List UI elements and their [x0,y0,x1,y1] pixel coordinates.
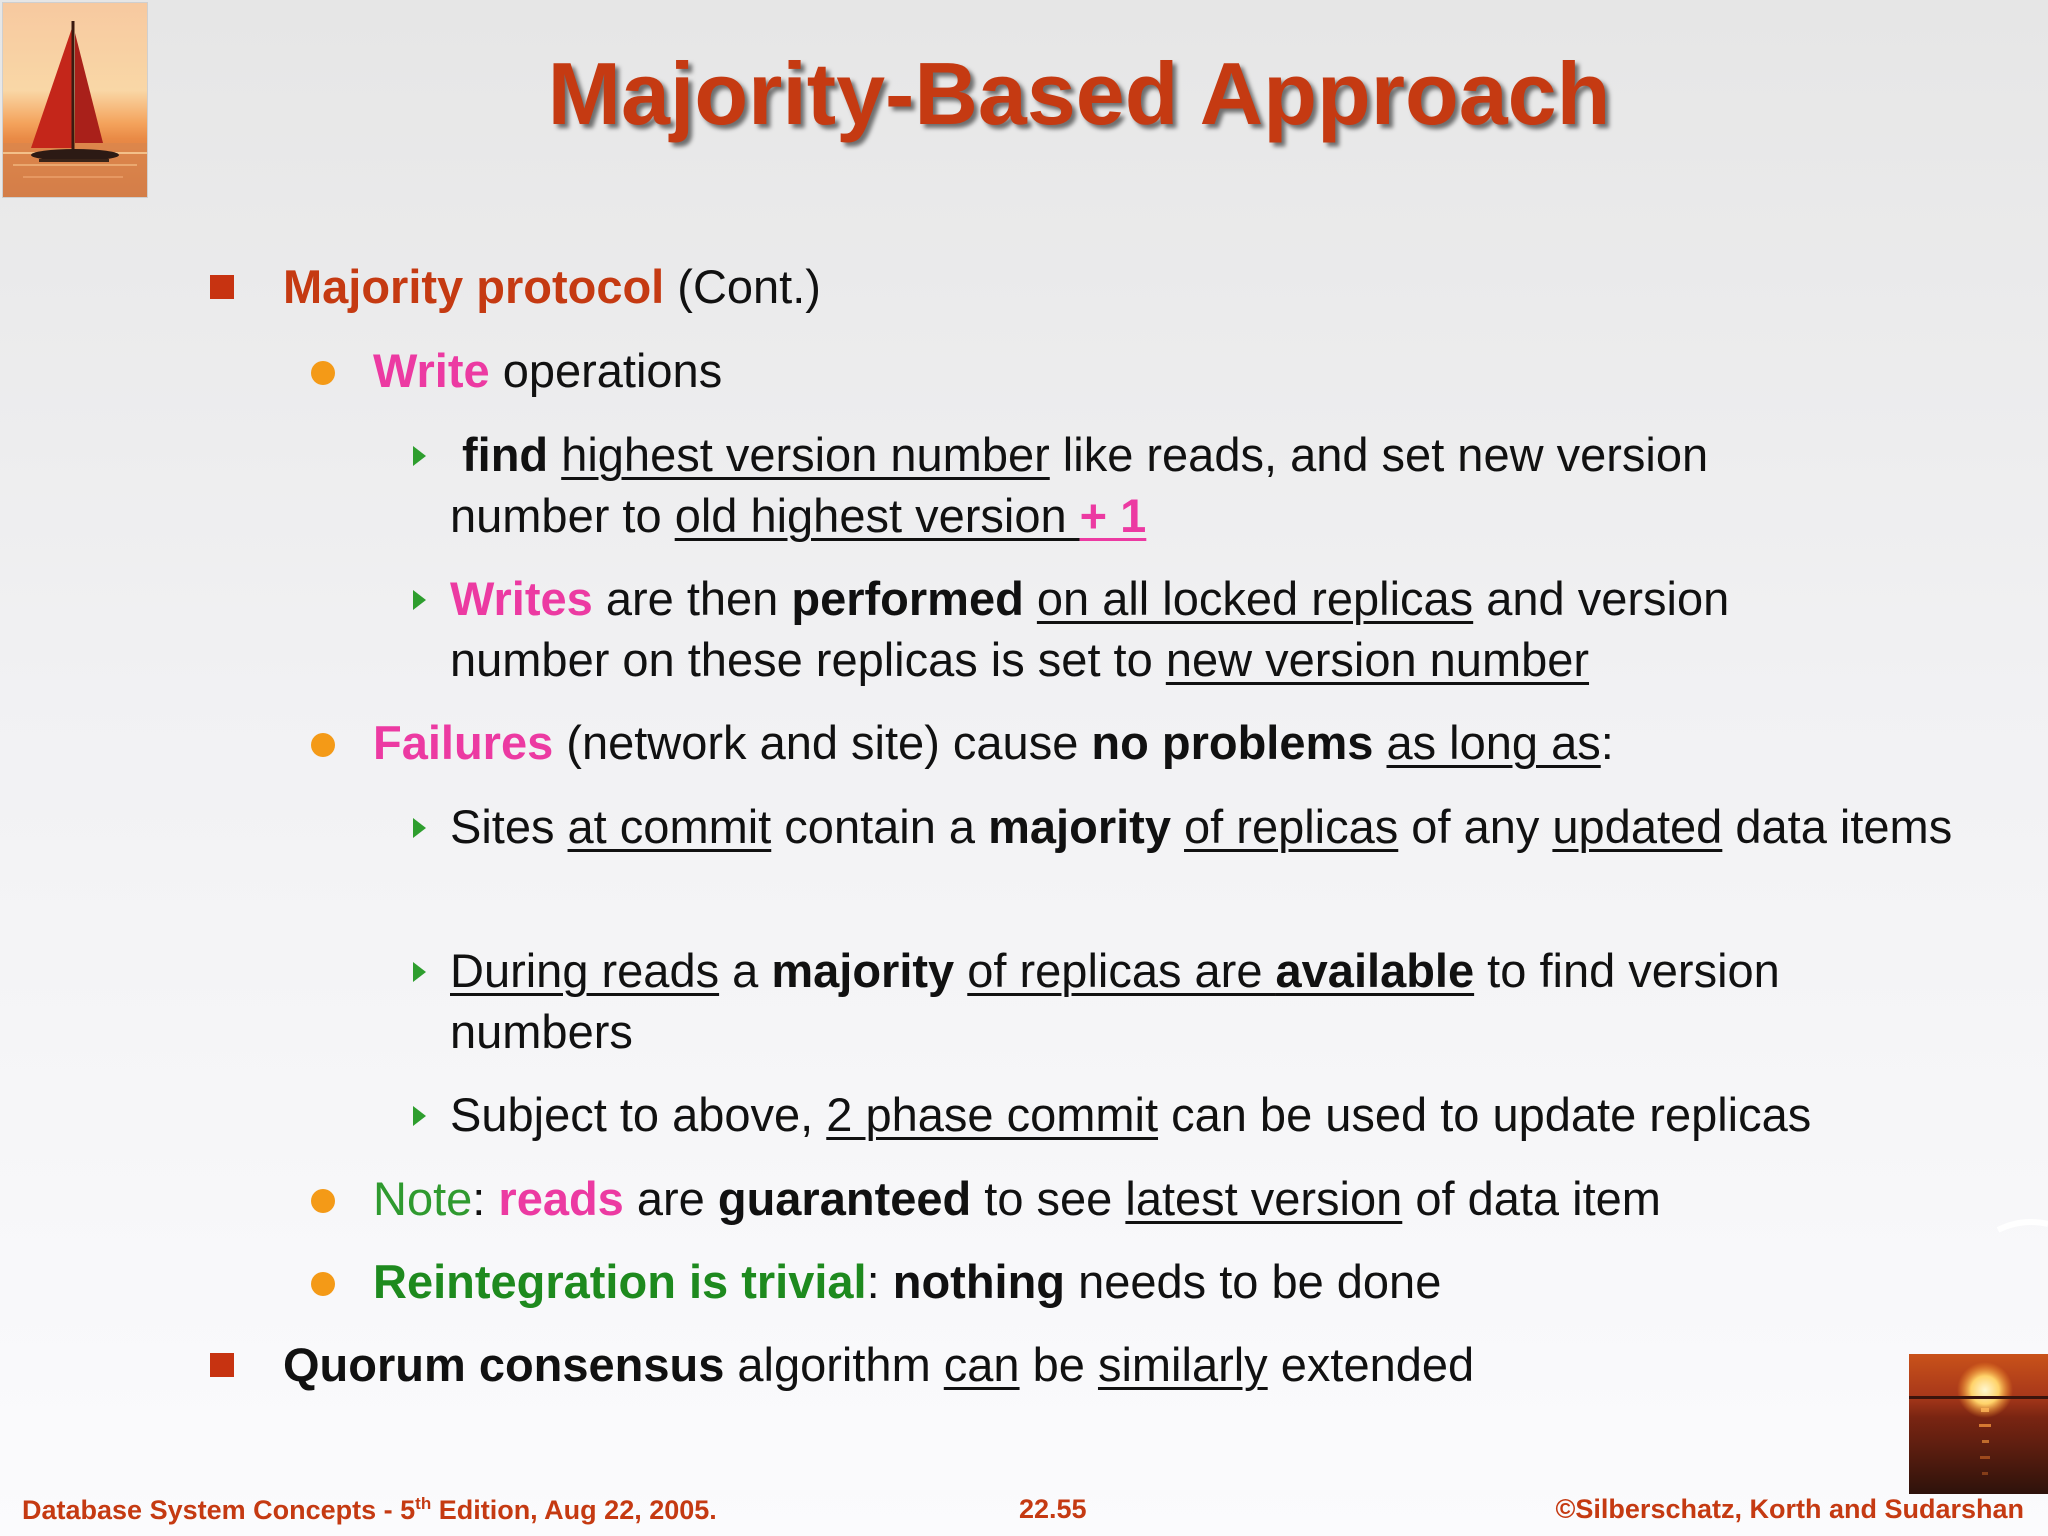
as-long-as-text: as long as [1386,716,1601,769]
plus-one-text: + 1 [1079,489,1147,542]
text-fragment: be [1019,1338,1098,1391]
bullet-failures [373,712,1614,773]
dot-bullet-icon [311,1272,335,1296]
performed-keyword: performed [791,572,1024,625]
highest-version-number-text: highest version number [561,428,1050,481]
available-keyword: available [1275,944,1475,997]
bullet-reintegration [373,1251,1441,1312]
text-fragment: Sites [450,800,568,853]
square-bullet-icon [210,275,234,299]
bullet-writes-performed [450,568,1870,690]
operations-text: operations [489,344,723,397]
majority-protocol-label: Majority protocol [283,260,665,313]
bullet-subject-to-above [450,1084,1811,1145]
of-replicas-are-text: of replicas are [967,944,1276,997]
footer-left [22,1494,717,1526]
on-all-locked-replicas-text: on all locked replicas [1036,572,1474,625]
new-version-number-text: new version number [1165,633,1590,686]
bullet-sites-at-commit [450,796,1980,857]
square-bullet-icon [210,1353,234,1377]
reads-keyword: reads [498,1172,624,1225]
majority-keyword: majority [771,944,955,997]
bullet-during-reads [450,940,1910,1062]
text-fragment [1171,800,1184,853]
text-fragment: extended [1267,1338,1475,1391]
triangle-bullet-icon [413,590,426,610]
text-fragment: Subject to above, [450,1088,827,1141]
triangle-bullet-icon [413,818,426,838]
text-fragment: data items [1722,800,1953,853]
text-fragment: contain a [771,800,989,853]
text-fragment: like reads, and set new version number to [450,428,1709,542]
text-fragment: are then [592,572,792,625]
reintegration-keyword: Reintegration is trivial [373,1255,867,1308]
similarly-text: similarly [1097,1338,1268,1391]
text-fragment: : [472,1172,499,1225]
bullet-note [373,1168,1661,1229]
dot-bullet-icon [311,1189,335,1213]
text-fragment: to find version numbers [450,944,1780,1058]
text-fragment: to see [971,1172,1126,1225]
writes-keyword: Writes [450,572,593,625]
dot-bullet-icon [311,361,335,385]
bullet-write-operations [373,340,722,401]
write-keyword: Write [373,344,490,397]
guaranteed-keyword: guaranteed [717,1172,972,1225]
text-fragment [548,428,561,481]
during-reads-text: During reads [450,944,720,997]
footer-superscript: th [415,1494,432,1513]
triangle-bullet-icon [413,1106,426,1126]
no-problems-keyword: no problems [1091,716,1374,769]
at-commit-text: at commit [567,800,772,853]
triangle-bullet-icon [413,446,426,466]
footer-copyright: ©Silberschatz, Korth and Sudarshan [1555,1494,2024,1524]
text-fragment: of data item [1402,1172,1661,1225]
text-fragment: : [866,1255,893,1308]
decorative-arc [1996,1216,2048,1256]
text-fragment: can be used to update replicas [1158,1088,1812,1141]
old-highest-version-text: old highest version [674,489,1080,542]
updated-text: updated [1552,800,1723,853]
text-fragment: a [719,944,772,997]
dot-bullet-icon [311,733,335,757]
note-label: Note [373,1172,473,1225]
page-title: Majority-Based Approach [547,44,1611,143]
of-replicas-text: of replicas [1184,800,1399,853]
cont-label: (Cont.) [664,260,821,313]
text-fragment: are [623,1172,718,1225]
text-fragment: : [1600,716,1614,769]
majority-keyword: majority [988,800,1171,853]
text-fragment [1373,716,1386,769]
failures-keyword: Failures [373,716,554,769]
text-fragment: of any [1398,800,1553,853]
text-fragment [1024,572,1037,625]
slide-number: 22.55 [1019,1494,1087,1524]
can-text: can [943,1338,1020,1391]
text-fragment: (network and site) cause [553,716,1092,769]
bullet-quorum-consensus [283,1334,1474,1395]
nothing-keyword: nothing [892,1255,1066,1308]
footer-left-text: Database System Concepts - 5 [22,1495,416,1525]
latest-version-text: latest version [1125,1172,1403,1225]
text-fragment: algorithm [724,1338,944,1391]
footer-left-text-end: Edition, Aug 22, 2005. [431,1495,717,1525]
text-fragment: and version number on these replicas is set to [450,572,1730,686]
two-phase-commit-text: 2 phase commit [826,1088,1159,1141]
quorum-consensus-keyword: Quorum consensus [283,1338,725,1391]
find-keyword: find [462,428,549,481]
bullet-majority-protocol [283,256,821,317]
sunset-image [1909,1354,2048,1494]
text-fragment: needs to be done [1065,1255,1442,1308]
bullet-find-highest-version [450,424,1870,546]
text-fragment [954,944,967,997]
triangle-bullet-icon [413,962,426,982]
